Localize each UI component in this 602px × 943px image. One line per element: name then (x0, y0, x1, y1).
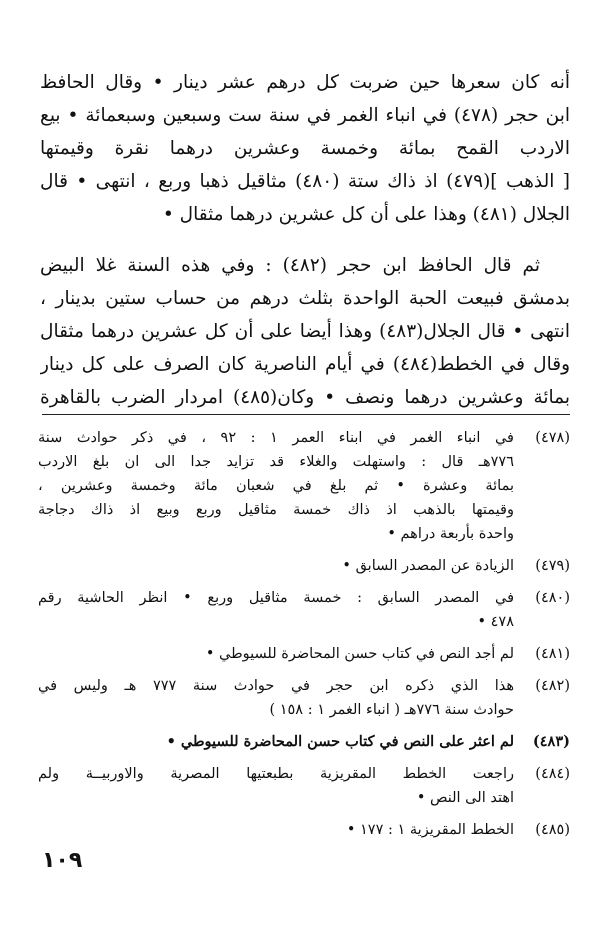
footnote-number: (٤٧٩) (535, 558, 570, 574)
footnote-text (38, 762, 514, 810)
footnote (38, 426, 570, 546)
text-line: الجلال (٤٨١) وهذا على أن كل عشرين درهما مثقال • (162, 204, 570, 225)
footnote (38, 554, 570, 578)
page-number: ١٠٩ (42, 848, 83, 873)
text-line: ابن حجر (٤٧٨) في انباء الغمر في سنة ست وسبعين وسبعمائة • بيع (40, 105, 570, 126)
text-line: الاردب القمح بمائة وخمسة وعشرين درهما نقرة وقيمتها (40, 138, 570, 159)
footnote-number: (٤٨٤) (535, 766, 570, 782)
footnote-text (38, 586, 514, 634)
footnote-line: راجعت الخطط المقريزية بطبعتيها المصرية والاوربيــة ولم (38, 766, 514, 782)
footnote-text (38, 554, 514, 578)
footnote-number: (٤٨٣) (532, 733, 570, 750)
footnote (38, 642, 570, 666)
text-line: بمائة وعشرين درهما ونصف • وكان(٤٨٥) امردار الضرب بالقاهرة (40, 387, 570, 408)
footnote-line: اهتد الى النص • (416, 790, 514, 806)
footnote-line: ٤٧٨ • (477, 614, 514, 630)
footnote-line: الخطط المقريزية ١ : ١٧٧ • (346, 822, 514, 838)
footnote-text (38, 426, 514, 546)
footnote-text (38, 642, 514, 666)
footnote (38, 586, 570, 634)
footnote-number: (٤٧٨) (535, 430, 570, 446)
footnote (38, 762, 570, 810)
footnote-number: (٤٨٠) (535, 590, 570, 606)
footnote (38, 730, 570, 754)
footnote-line: وقيمتها بالذهب اذ ذاك خمسة مثاقيل وربع وبيع اذ ذاك دجاجة (38, 502, 514, 518)
footnote (38, 674, 570, 722)
footnote-line: هذا الذي ذكره ابن حجر في حوادث سنة ٧٧٧ هـ وليس في (38, 678, 514, 694)
footnote-line: واحدة بأربعة دراهم • (387, 526, 514, 542)
text-line: وقال في الخطط(٤٨٤) في أيام الناصرية كان الصرف على كل دينار (40, 354, 570, 375)
paragraph (40, 249, 570, 414)
footnote-text (38, 818, 514, 842)
footnote (38, 818, 570, 842)
footnote-text (38, 674, 514, 722)
footnote-number: (٤٨١) (535, 646, 570, 662)
footnote-line: في المصدر السابق : خمسة مثاقيل وربع • انظر الحاشية رقم (38, 590, 514, 606)
footnote-divider (42, 414, 570, 415)
footnote-line: ٧٧٦هـ قال : واستهلت والغلاء قد تزايد جدا الى ان بلغ الاردب (38, 454, 514, 470)
text-line: ثم قال الحافظ ابن حجر (٤٨٢) : وفي هذه السنة غلا البيض (40, 255, 540, 276)
footnote-line: في انباء الغمر في ابناء العمر ١ : ٩٢ ، في ذكر حوادث سنة (38, 430, 514, 446)
footnote-number: (٤٨٥) (535, 822, 570, 838)
footnote-number: (٤٨٢) (535, 678, 570, 694)
footnote-line: لم أجد النص في كتاب حسن المحاضرة للسيوطي • (205, 646, 514, 662)
footnote-line: حوادث سنة ٧٧٦هـ ( انباء الغمر ١ : ١٥٨ ) (269, 702, 514, 718)
text-line: بدمشق فبيعت الحبة الواحدة بثلث درهم من حساب ستين بدينار ، (40, 288, 570, 309)
text-line: أنه كان سعرها حين ضربت كل درهم عشر دينار • وقال الحافظ (40, 72, 570, 93)
main-text (40, 66, 570, 414)
footnote-text (38, 730, 514, 754)
footnotes (38, 426, 570, 842)
text-line: [ الذهب ](٤٧٩) اذ ذاك ستة (٤٨٠) مثاقيل ذهبا وربع ، انتهى • قال (40, 171, 570, 192)
text-line: انتهى • قال الجلال(٤٨٣) وهذا أيضا على أن كل عشرين درهما مثقال (40, 321, 570, 342)
footnote-line: الزيادة عن المصدر السابق • (342, 558, 514, 574)
footnote-line: لم اعثر على النص في كتاب حسن المحاضرة للسيوطي • (166, 733, 514, 750)
paragraph (40, 66, 570, 231)
footnote-line: بمائة وعشرة • ثم بلغ في شعبان مائة وخمسة وعشرين ، (38, 478, 514, 494)
